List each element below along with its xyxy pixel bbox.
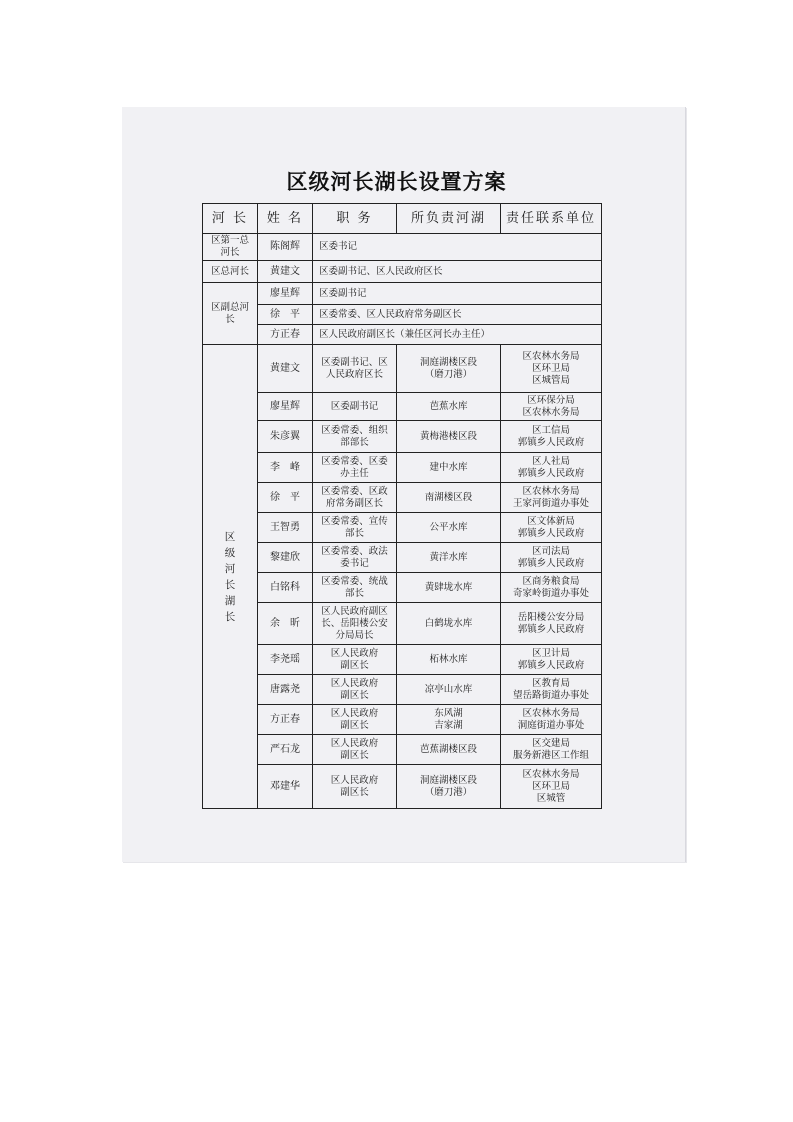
name-cell: 方正春 (258, 325, 313, 345)
duty-cell: 区委常委、区政 府常务副区长 (313, 483, 397, 513)
name-cell: 邓建华 (258, 765, 313, 809)
lake-cell: 黄梅港楼区段 (397, 421, 501, 453)
header-cell: 所负责河湖 (397, 204, 501, 234)
lake-cell: 柘林水库 (397, 645, 501, 675)
table-row (203, 453, 602, 483)
name-cell: 朱彦翼 (258, 421, 313, 453)
duty-cell: 区人民政府 副区长 (313, 645, 397, 675)
table-row (203, 261, 602, 283)
table-row (203, 325, 602, 345)
lake-cell: 建中水库 (397, 453, 501, 483)
name-cell: 黎建欣 (258, 543, 313, 573)
table-row (203, 283, 602, 305)
unit-cell: 区司法局 郭镇乡人民政府 (501, 543, 602, 573)
name-cell: 徐 平 (258, 305, 313, 325)
table-row (203, 603, 602, 645)
table-row (203, 305, 602, 325)
unit-cell: 区农林水务局 区环卫局 区城管 (501, 765, 602, 809)
lake-cell: 凉亭山水库 (397, 675, 501, 705)
lake-cell: 白鹤垅水库 (397, 603, 501, 645)
table-row (203, 483, 602, 513)
table-row (203, 421, 602, 453)
duty-cell: 区人民政府 副区长 (313, 765, 397, 809)
header-cell: 河 长 (203, 204, 258, 234)
group-cell: 区第一总 河长 (203, 234, 258, 261)
name-cell: 白铭科 (258, 573, 313, 603)
name-cell: 余 昕 (258, 603, 313, 645)
table-header-row (203, 204, 602, 234)
lake-cell: 黄洋水库 (397, 543, 501, 573)
name-cell: 方正春 (258, 705, 313, 735)
group-cell: 区 级 河 长 湖 长 (203, 345, 258, 809)
unit-cell: 区文体新局 郭镇乡人民政府 (501, 513, 602, 543)
group-cell: 区副总河 长 (203, 283, 258, 345)
name-cell: 廖星辉 (258, 283, 313, 305)
unit-cell: 区卫计局 郭镇乡人民政府 (501, 645, 602, 675)
duty-cell: 区委常委、组织 部部长 (313, 421, 397, 453)
duty-cell: 区委常委、区委 办主任 (313, 453, 397, 483)
lake-cell: 东风湖 吉家湖 (397, 705, 501, 735)
name-cell: 徐 平 (258, 483, 313, 513)
header-cell: 姓 名 (258, 204, 313, 234)
duty-cell: 区人民政府副区 长、岳阳楼公安 分局局长 (313, 603, 397, 645)
unit-cell: 区工信局 郭镇乡人民政府 (501, 421, 602, 453)
duty-cell: 区委书记 (313, 234, 602, 261)
name-cell: 陈阁辉 (258, 234, 313, 261)
table-row (203, 675, 602, 705)
name-cell: 李尧瑶 (258, 645, 313, 675)
name-cell: 唐露尧 (258, 675, 313, 705)
unit-cell: 区农林水务局 王家河街道办事处 (501, 483, 602, 513)
lake-cell: 芭蕉湖楼区段 (397, 735, 501, 765)
duty-cell: 区人民政府 副区长 (313, 735, 397, 765)
lake-cell: 公平水库 (397, 513, 501, 543)
lake-cell: 芭蕉水库 (397, 393, 501, 421)
duty-cell: 区委副书记 (313, 283, 602, 305)
table-row (203, 705, 602, 735)
unit-cell: 区教育局 望岳路街道办事处 (501, 675, 602, 705)
river-chief-table (202, 203, 602, 809)
table-row (203, 645, 602, 675)
name-cell: 黄建文 (258, 345, 313, 393)
unit-cell: 区农林水务局 洞庭街道办事处 (501, 705, 602, 735)
duty-cell: 区人民政府 副区长 (313, 675, 397, 705)
header-cell: 职 务 (313, 204, 397, 234)
duty-cell: 区委副书记、区人民政府区长 (313, 261, 602, 283)
duty-cell: 区人民政府 副区长 (313, 705, 397, 735)
unit-cell: 区人社局 郭镇乡人民政府 (501, 453, 602, 483)
table-row (203, 573, 602, 603)
unit-cell: 岳阳楼公安分局 郭镇乡人民政府 (501, 603, 602, 645)
document-title: 区级河长湖长设置方案 (286, 169, 507, 194)
table-row (203, 765, 602, 809)
table-row (203, 735, 602, 765)
unit-cell: 区商务粮食局 奇家岭街道办事处 (501, 573, 602, 603)
duty-cell: 区人民政府副区长（兼任区河长办主任） (313, 325, 602, 345)
lake-cell: 洞庭湖楼区段 （磨刀港） (397, 765, 501, 809)
table-row (203, 513, 602, 543)
name-cell: 廖星辉 (258, 393, 313, 421)
table-row (203, 234, 602, 261)
duty-cell: 区委副书记、区 人民政府区长 (313, 345, 397, 393)
duty-cell: 区委常委、政法 委书记 (313, 543, 397, 573)
group-cell: 区总河长 (203, 261, 258, 283)
unit-cell: 区交建局 服务新港区工作组 (501, 735, 602, 765)
name-cell: 王智勇 (258, 513, 313, 543)
lake-cell: 南湖楼区段 (397, 483, 501, 513)
lake-cell: 黄肆垅水库 (397, 573, 501, 603)
duty-cell: 区委副书记 (313, 393, 397, 421)
duty-cell: 区委常委、统战 部长 (313, 573, 397, 603)
duty-cell: 区委常委、区人民政府常务副区长 (313, 305, 602, 325)
header-cell: 责任联系单位 (501, 204, 602, 234)
table-row (203, 393, 602, 421)
name-cell: 李 峰 (258, 453, 313, 483)
unit-cell: 区环保分局 区农林水务局 (501, 393, 602, 421)
lake-cell: 洞庭湖楼区段 （磨刀港） (397, 345, 501, 393)
table-row (203, 345, 602, 393)
duty-cell: 区委常委、宣传 部长 (313, 513, 397, 543)
table-row (203, 543, 602, 573)
name-cell: 黄建文 (258, 261, 313, 283)
unit-cell: 区农林水务局 区环卫局 区城管局 (501, 345, 602, 393)
name-cell: 严石龙 (258, 735, 313, 765)
